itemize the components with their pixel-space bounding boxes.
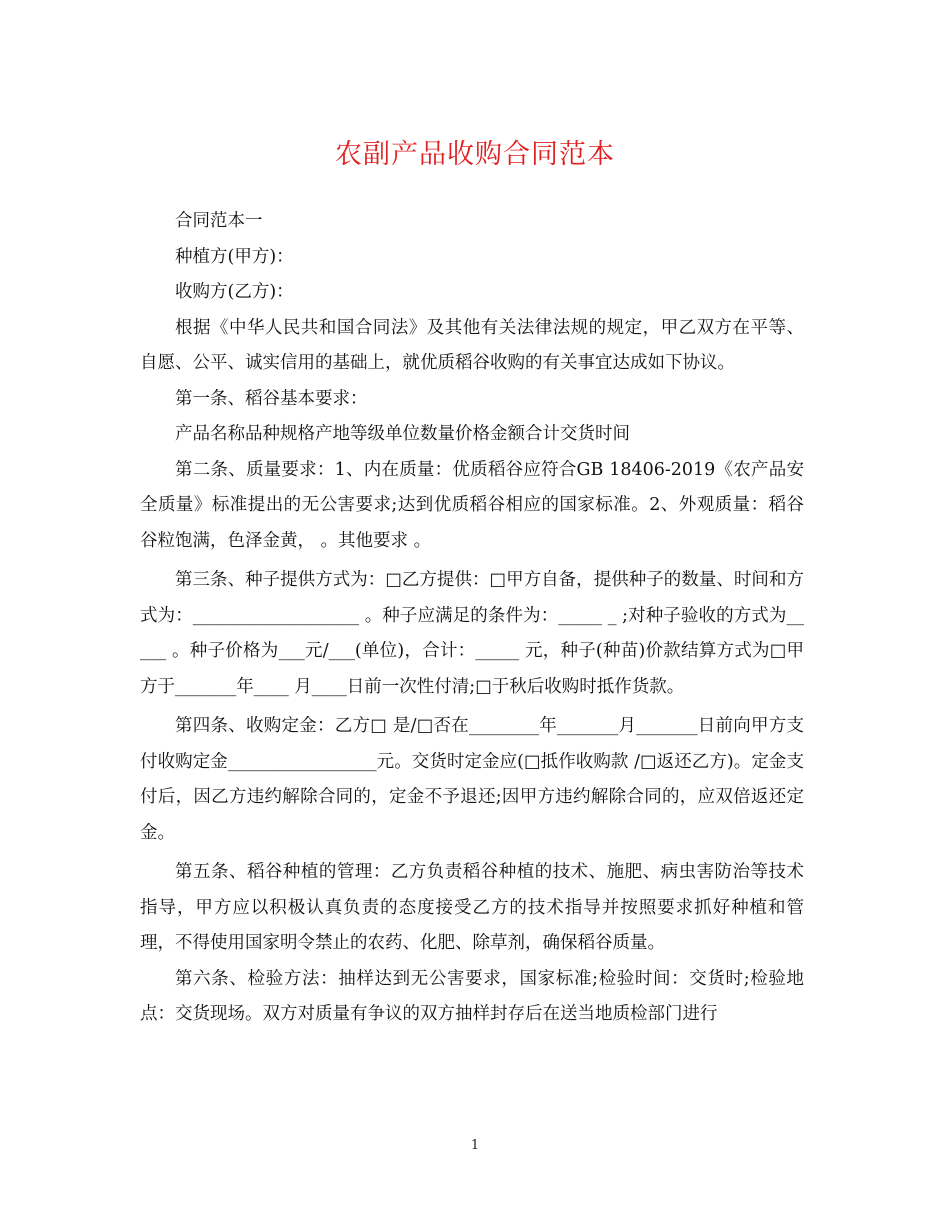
paragraph: 第二条、质量要求：1、内在质量：优质稻谷应符合GB 18406-2019《农产品安全质量》标准提出的无公害要求;达到优质稻谷相应的国家标准。2、外观质量：稻谷谷粒饱满，色泽金黄， 。其他要求 。 bbox=[140, 459, 804, 551]
paragraph: 第六条、检验方法：抽样达到无公害要求，国家标准;检验时间：交货时;检验地点：交货现场。双方对质量有争议的双方抽样封存后在送当地质检部门进行 bbox=[140, 968, 804, 1024]
paragraph: 收购方(乙方)： bbox=[175, 282, 294, 302]
paragraph: 合同范本一 bbox=[175, 211, 263, 231]
paragraph: 第四条、收购定金：乙方□ 是/□否在________年_______月_______日前向甲方支付收购定金_________________元。交货时定金应(□抵作收购款 /□返还乙方)。定金支付后，因乙方违约解除合同的，定金不予退还;因甲方违约解除合同的，应双倍返还定金。 bbox=[140, 716, 804, 843]
paragraph: 第五条、稻谷种植的管理：乙方负责稻谷种植的技术、施肥、病虫害防治等技术指导，甲方应以积极认真负责的态度接受乙方的技术指导并按照要求抓好种植和管理，不得使用国家明令禁止的农药、化肥、除草剂，确保稻谷质量。 bbox=[140, 862, 804, 953]
document-body bbox=[140, 204, 804, 1033]
paragraph: 产品名称品种规格产地等级单位数量价格金额合计交货时间 bbox=[175, 424, 630, 444]
paragraph: 第一条、稻谷基本要求： bbox=[175, 388, 368, 409]
page-number: 1 bbox=[470, 1138, 480, 1153]
paragraph: 第三条、种子提供方式为：□乙方提供：□甲方自备，提供种子的数量、时间和方式为：___________________ 。种子应满足的条件为：_____ _ ;对种子验收的方式为_____ 。种子价格为___元/___(单位)，合计：_____ 元，种子(种苗)价款结算方式为□甲方于_______年____ 月____日前一次性付清;□于秋后收购时抵作货款。 bbox=[140, 570, 804, 697]
paragraph: 种植方(甲方)： bbox=[175, 246, 294, 267]
document-title: 农副产品收购合同范本 bbox=[335, 139, 615, 170]
paragraph: 根据《中华人民共和国合同法》及其他有关法律法规的规定，甲乙双方在平等、自愿、公平、诚实信用的基础上，就优质稻谷收购的有关事宜达成如下协议。 bbox=[140, 317, 804, 373]
